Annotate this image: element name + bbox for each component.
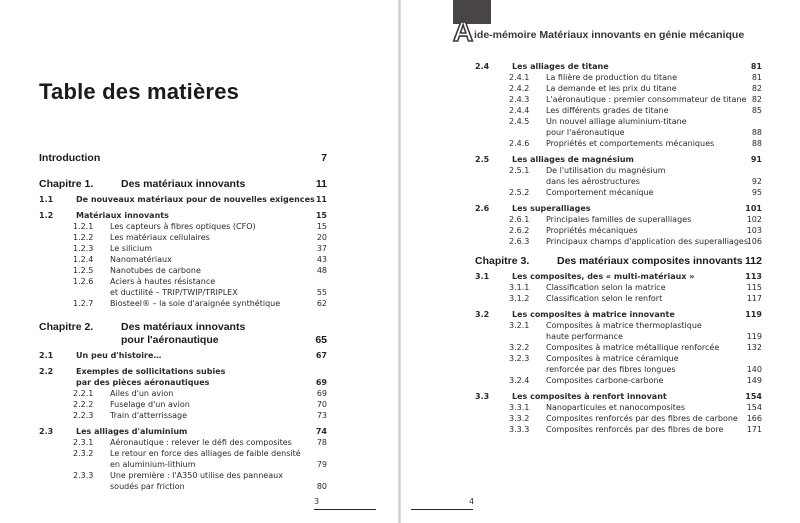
toc-entry-page: 69: [315, 378, 327, 387]
toc-entry-title-line: Les superalliages: [512, 204, 591, 213]
toc-entry-page: 78: [316, 438, 327, 447]
toc-entry-title-line: De nouveaux matériaux pour de nouvelles exigences: [76, 195, 315, 204]
toc-entry-title: [546, 353, 732, 375]
toc-entry-title: [110, 470, 297, 492]
toc-entry-title: [557, 255, 743, 268]
toc-entry-page: 81: [751, 73, 762, 82]
toc-entry-page: 20: [316, 233, 327, 242]
toc-entry[interactable]: [39, 152, 327, 165]
toc-entry-title-line: Les alliages de titane: [512, 62, 609, 71]
toc-entry-title-line: pour l'aéronautique: [546, 128, 625, 137]
toc-entry[interactable]: [475, 391, 762, 402]
toc-entry-title: [512, 309, 732, 320]
toc-entry-title-line: Une première : l'A350 utilise des panneaux: [110, 471, 283, 480]
toc-entry-page: 88: [751, 128, 762, 137]
toc-entry-title: [546, 72, 732, 83]
toc-entry-number: 2.3: [39, 427, 54, 436]
toc-entry-number: 1.2.4: [73, 255, 94, 264]
toc-entry-number: 3.2: [475, 310, 490, 319]
toc-entry-number: 2.5.1: [509, 166, 530, 175]
toc-entry-title-line: La demande et les prix du titane: [546, 84, 677, 93]
toc-entry-title: [76, 426, 297, 437]
toc-entry-number: 3.3: [475, 392, 490, 401]
toc-entry[interactable]: [475, 236, 762, 247]
toc-entry[interactable]: [475, 214, 762, 225]
toc-entry-number: 3.2.2: [509, 343, 530, 352]
toc-entry-number: 2.4.4: [509, 106, 530, 115]
toc-entry-page: 15: [315, 211, 327, 220]
toc-entry-page: 101: [745, 204, 762, 213]
toc-entry[interactable]: [39, 399, 327, 410]
toc-entry[interactable]: [475, 94, 762, 105]
toc-entry-title-line: Les composites, des « multi-matériaux »: [512, 272, 695, 281]
toc-entry[interactable]: [39, 298, 327, 309]
toc-entry-title-line: Des matériaux composites innovants: [557, 255, 743, 267]
toc-entry-number: 2.3.2: [73, 449, 94, 458]
toc-entry[interactable]: [475, 105, 762, 116]
toc-entry[interactable]: [39, 194, 327, 205]
toc-entry-page: 15: [316, 222, 327, 231]
toc-entry-page: 43: [316, 255, 327, 264]
toc-entry-number: 2.6: [475, 204, 490, 213]
toc-entry-title-line: Composites carbone-carbone: [546, 376, 664, 385]
toc-entry-number: 3.1: [475, 272, 490, 281]
toc-entry-title-line: Le retour en force des alliages de faible densité: [110, 449, 301, 458]
toc-entry-title: [110, 388, 297, 399]
toc-entry-title-line: Classification selon la matrice: [546, 283, 666, 292]
toc-entry-page: 62: [316, 299, 327, 308]
toc-entry-page: 11: [315, 195, 327, 204]
toc-entry-page: 88: [751, 139, 762, 148]
toc-entry-page: 106: [746, 237, 762, 246]
toc-entry-number: 3.3.1: [509, 403, 530, 412]
toc-entry[interactable]: [39, 366, 327, 388]
toc-entry-page: 154: [746, 403, 762, 412]
toc-entry-title: [546, 424, 732, 435]
toc-entry[interactable]: [475, 353, 762, 375]
toc-entry-title-line: Un peu d'histoire…: [76, 351, 162, 360]
toc-entry-title-line: Exemples de sollicitations subies: [76, 367, 226, 376]
toc-entry[interactable]: [475, 309, 762, 320]
toc-entry[interactable]: [39, 388, 327, 399]
toc-entry[interactable]: [475, 413, 762, 424]
toc-entry-title-line: Propriétés mécaniques: [546, 226, 638, 235]
toc-entry-title: [110, 265, 297, 276]
toc-entry-title: [76, 350, 297, 361]
toc-entry-title-line: Aéronautique : relever le défi des composites: [110, 438, 292, 447]
toc-entry-page: 103: [746, 226, 762, 235]
toc-entry-number: 1.2.1: [73, 222, 94, 231]
toc-entry-title-line: Composites renforcés par des fibres de carbone: [546, 414, 738, 423]
toc-entry-title: [110, 437, 297, 448]
toc-entry-title-line: Biosteel® – la soie d'araignée synthétique: [110, 299, 281, 308]
toc-entry[interactable]: [39, 254, 327, 265]
toc-entry-number: 3.3.2: [509, 414, 530, 423]
toc-entry[interactable]: [39, 178, 327, 191]
toc-entry-page: 95: [751, 188, 762, 197]
header-initial-letter: A: [453, 16, 474, 47]
toc-entry-title: [546, 94, 747, 105]
toc-entry-title-line: Nanoparticules et nanocomposites: [546, 403, 686, 412]
toc-entry-title: [546, 225, 732, 236]
toc-entry-number: 2.1: [39, 351, 54, 360]
toc-entry[interactable]: [475, 342, 762, 353]
toc-entry-number: 2.3.1: [73, 438, 94, 447]
page-number-left: 3: [314, 497, 320, 506]
toc-entry-page: 102: [746, 215, 762, 224]
toc-entry-number: 2.4.3: [509, 95, 530, 104]
toc-entry-title: [110, 276, 297, 298]
toc-entry-number: 2.4.2: [509, 84, 530, 93]
toc-entry-title: [110, 399, 297, 410]
toc-entry-title-line: en aluminium-lithium: [110, 460, 196, 469]
toc-entry[interactable]: [39, 232, 327, 243]
toc-entry-title: [110, 410, 297, 421]
toc-entry-page: 91: [750, 155, 762, 164]
toc-entry-title-line: Matériaux innovants: [76, 211, 169, 220]
toc-entry-page: 171: [746, 425, 762, 434]
toc-entry-number: 3.2.4: [509, 376, 530, 385]
toc-entry-number: 2.4.6: [509, 139, 530, 148]
toc-entry-number: 2.2: [39, 367, 54, 376]
toc-entry-page: 115: [746, 283, 762, 292]
toc-entry[interactable]: [39, 426, 327, 437]
toc-entry-title-line: Les différents grades de titane: [546, 106, 669, 115]
toc-entry[interactable]: [475, 83, 762, 94]
toc-entry-title: [121, 321, 297, 347]
toc-entry-number: 1.2.2: [73, 233, 94, 242]
toc-entry-page: 73: [316, 411, 327, 420]
toc-entry[interactable]: [39, 276, 327, 298]
toc-entry-title: [512, 271, 732, 282]
toc-entry-title: [546, 236, 748, 247]
toc-entry-title: [546, 342, 732, 353]
toc-entry-number: 1.2.3: [73, 244, 94, 253]
toc-entry[interactable]: [39, 210, 327, 221]
toc-entry-title-line: Les composites à renfort innovant: [512, 392, 667, 401]
toc-entry-page: 55: [316, 288, 327, 297]
toc-entry[interactable]: [475, 61, 762, 72]
toc-entry-number: 3.1.1: [509, 283, 530, 292]
page-number-right: 4: [469, 497, 475, 506]
toc-entry-page: 117: [746, 294, 762, 303]
toc-entry-number: 2.4: [475, 62, 490, 71]
toc-entry[interactable]: [475, 138, 762, 149]
toc-entry-title: [512, 61, 732, 72]
toc-entry-title: [546, 105, 732, 116]
toc-entry[interactable]: [475, 255, 762, 268]
toc-entry-number: 2.6.3: [509, 237, 530, 246]
toc-entry-title-line: Les alliages de magnésium: [512, 155, 634, 164]
toc-entry[interactable]: [475, 293, 762, 304]
toc-entry-title-line: par des pièces aéronautiques: [76, 378, 210, 387]
toc-entry-title: [546, 138, 732, 149]
toc-entry-title-line: Principales familles de superalliages: [546, 215, 692, 224]
toc-entry-title-line: Les capteurs à fibres optiques (CFO): [110, 222, 256, 231]
toc-entry-page: 119: [745, 310, 762, 319]
toc-entry-title-line: Comportement mécanique: [546, 188, 654, 197]
toc-entry-title: [546, 282, 732, 293]
toc-entry-title-line: haute performance: [546, 332, 623, 341]
toc-entry-number: Chapitre 3.: [475, 255, 530, 267]
toc-entry-page: 92: [751, 177, 762, 186]
toc-entry-title-line: La filière de production du titane: [546, 73, 678, 82]
toc-entry-title-line: pour l'aéronautique: [121, 334, 219, 346]
toc-entry-number: 3.2.1: [509, 321, 530, 330]
toc-entry-title: [546, 375, 732, 386]
toc-entry-page: 11: [315, 178, 327, 190]
toc-entry-title-line: Les alliages d'aluminium: [76, 427, 188, 436]
toc-entry-title-line: soudés par friction: [110, 482, 185, 491]
toc-entry-title: [121, 178, 297, 191]
toc-entry-title: [546, 165, 732, 187]
toc-entry[interactable]: [475, 375, 762, 386]
toc-entry-page: 67: [315, 351, 327, 360]
toc-entry-page: 154: [745, 392, 762, 401]
toc-entry-number: 1.2.7: [73, 299, 94, 308]
toc-entry-title: [546, 320, 732, 342]
toc-entry-title-line: Composites à matrice céramique: [546, 354, 679, 363]
toc-entry-title-line: Fuselage d'un avion: [110, 400, 190, 409]
toc-entry-number: 1.2: [39, 211, 54, 220]
toc-entry-title-line: Les matériaux cellulaires: [110, 233, 210, 242]
toc-entry-title-line: Le silicium: [110, 244, 153, 253]
toc-entry-title: [76, 366, 297, 388]
toc-entry-page: 85: [751, 106, 762, 115]
toc-entry[interactable]: [475, 203, 762, 214]
toc-entry-title-line: Classification selon le renfort: [546, 294, 663, 303]
toc-entry-number: 3.3.3: [509, 425, 530, 434]
toc-entry-number: 1.2.5: [73, 266, 94, 275]
toc-entry-number: 2.6.2: [509, 226, 530, 235]
toc-entry-title-line: Ailes d'un avion: [110, 389, 174, 398]
toc-entry-title-line: Composites renforcés par des fibres de bore: [546, 425, 724, 434]
toc-entry-title-line: dans les aérostructures: [546, 177, 640, 186]
toc-entry[interactable]: [39, 410, 327, 421]
toc-entry[interactable]: [39, 221, 327, 232]
toc-entry-title-line: Propriétés et comportements mécaniques: [546, 139, 715, 148]
toc-entry-title: [512, 203, 732, 214]
toc-entry-number: 1.2.6: [73, 277, 94, 286]
toc-entry-title-line: Nanotubes de carbone: [110, 266, 201, 275]
toc-entry-title: [110, 298, 297, 309]
toc-entry[interactable]: [475, 402, 762, 413]
toc-entry-title: [39, 152, 297, 165]
toc-entry-page: 149: [746, 376, 762, 385]
toc-entry-page: 81: [750, 62, 762, 71]
toc-entry-number: 2.4.1: [509, 73, 530, 82]
toc-entry-title-line: renforcée par des fibres longues: [546, 365, 676, 374]
toc-entry-title: [76, 210, 297, 221]
toc-entry-page: 112: [745, 255, 762, 267]
toc-entry-number: 2.5.2: [509, 188, 530, 197]
toc-entry-page: 132: [746, 343, 762, 352]
toc-entry-title: [546, 83, 732, 94]
toc-entry-page: 140: [746, 365, 762, 374]
toc-entry-title-line: Introduction: [39, 152, 101, 164]
toc-entry[interactable]: [475, 165, 762, 187]
toc-entry[interactable]: [39, 243, 327, 254]
toc-entry[interactable]: [39, 350, 327, 361]
toc-entry-title: [546, 402, 732, 413]
toc-entry-page: 69: [316, 389, 327, 398]
toc-entry-page: 166: [746, 414, 762, 423]
toc-entry-title: [546, 214, 732, 225]
toc-entry-page: 70: [316, 400, 327, 409]
toc-entry-page: 80: [316, 482, 327, 491]
toc-entry-page: 119: [746, 332, 762, 341]
running-header-title: ide-mémoire Matériaux innovants en génie mécanique: [474, 29, 745, 41]
toc-entry[interactable]: [39, 448, 327, 470]
toc-entry-number: 2.5: [475, 155, 490, 164]
toc-entry[interactable]: [39, 265, 327, 276]
toc-entry-page: 82: [751, 84, 762, 93]
toc-entry[interactable]: [39, 321, 327, 347]
toc-entry[interactable]: [475, 282, 762, 293]
toc-entry-title-line: Composites à matrice métallique renforcée: [546, 343, 720, 352]
toc-entry[interactable]: [475, 225, 762, 236]
toc-title: Table des matières: [39, 79, 240, 104]
toc-entry-title: [76, 194, 315, 205]
toc-entry-title: [546, 413, 738, 424]
toc-entry-page: 74: [315, 427, 327, 436]
toc-entry-number: 2.4.5: [509, 117, 530, 126]
toc-entry[interactable]: [39, 470, 327, 492]
toc-entry-number: 3.2.3: [509, 354, 530, 363]
toc-entry[interactable]: [39, 437, 327, 448]
toc-entry-page: 37: [316, 244, 327, 253]
toc-entry[interactable]: [475, 154, 762, 165]
toc-entry-title-line: L'aéronautique : premier consommateur de titane: [546, 95, 747, 104]
toc-entry[interactable]: [475, 320, 762, 342]
toc-entry[interactable]: [475, 187, 762, 198]
toc-entry-title-line: Principaux champs d'application des superalliages: [546, 237, 748, 246]
toc-entry-title: [546, 116, 732, 138]
toc-entry-number: Chapitre 1.: [39, 178, 94, 190]
toc-entry-page: 7: [321, 152, 327, 164]
toc-entry-page: 79: [316, 460, 327, 469]
toc-entry[interactable]: [475, 424, 762, 435]
toc-entry-page: 48: [316, 266, 327, 275]
toc-entry[interactable]: [475, 116, 762, 138]
toc-entry-number: Chapitre 2.: [39, 321, 94, 333]
toc-entry-title: [110, 221, 297, 232]
toc-entry-page: 113: [745, 272, 762, 281]
toc-entry-title-line: De l'utilisation du magnésium: [546, 166, 666, 175]
toc-entry-title-line: Les composites à matrice innovante: [512, 310, 675, 319]
toc-entry-title: [110, 448, 301, 470]
toc-entry-number: 1.1: [39, 195, 54, 204]
toc-entry-number: 2.2.2: [73, 400, 94, 409]
toc-entry-page: 82: [751, 95, 762, 104]
toc-entry-number: 3.1.2: [509, 294, 530, 303]
toc-entry-title: [110, 243, 297, 254]
toc-entry-title-line: Des matériaux innovants: [121, 321, 246, 333]
page-rule-right: [411, 509, 473, 510]
toc-entry-title-line: Nanomatériaux: [110, 255, 172, 264]
toc-entry-title: [546, 187, 732, 198]
toc-entry-title-line: Un nouvel alliage aluminium-titane: [546, 117, 687, 126]
left-page: [0, 0, 399, 523]
toc-entry[interactable]: [475, 72, 762, 83]
toc-entry-title-line: Composites à matrice thermoplastique: [546, 321, 702, 330]
toc-entry-title-line: Des matériaux innovants: [121, 178, 246, 190]
toc-entry-title: [512, 391, 732, 402]
toc-entry-page: 65: [315, 334, 327, 346]
toc-entry-title: [512, 154, 732, 165]
page-rule-left: [314, 509, 376, 510]
toc-entry-title-line: et ductilité – TRIP/TWIP/TRIPLEX: [110, 288, 238, 297]
toc-entry-title-line: Train d'atterrissage: [110, 411, 188, 420]
toc-entry-number: 2.6.1: [509, 215, 530, 224]
toc-entry-number: 2.3.3: [73, 471, 94, 480]
toc-entry-title: [110, 232, 297, 243]
toc-entry-title-line: Aciers à hautes résistance: [110, 277, 216, 286]
toc-entry-title: [546, 293, 732, 304]
toc-entry-number: 2.2.1: [73, 389, 94, 398]
toc-entry-number: 2.2.3: [73, 411, 94, 420]
toc-entry-title: [110, 254, 297, 265]
toc-entry[interactable]: [475, 271, 762, 282]
